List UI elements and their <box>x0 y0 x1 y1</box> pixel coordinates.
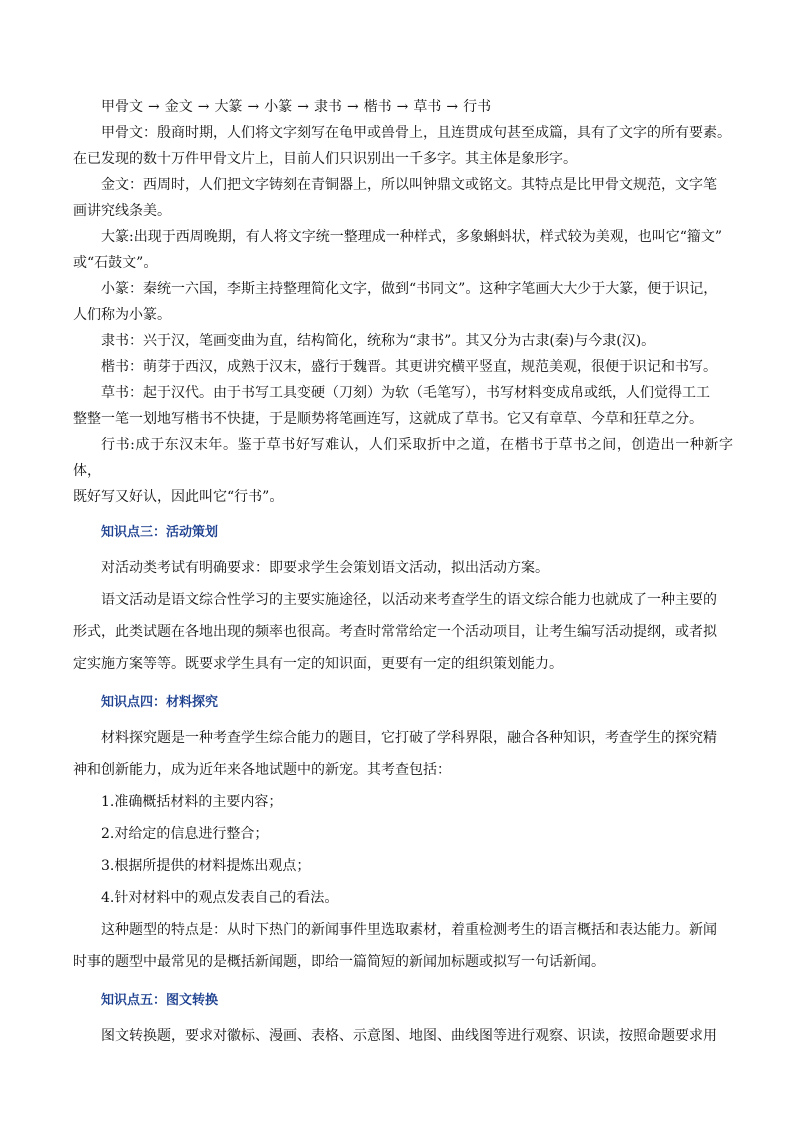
paragraph-activity-description <box>73 584 733 680</box>
text-line: 这种题型的特点是：从时下热门的新闻事件里选取素材，着重检测考生的语言概括和表达能力。新闻 <box>101 922 717 938</box>
chain-item: 楷书 <box>363 99 392 115</box>
chain-item: 甲骨文 <box>101 99 143 115</box>
section-heading-4: 知识点四：材料探究 <box>101 695 219 710</box>
text-line: 图文转换题，要求对徽标、漫画、表格、示意图、地图、曲线图等进行观察、识读，按照命题要求用 <box>101 1028 717 1044</box>
paragraph-material-intro <box>73 722 733 786</box>
chain-item: 隶书 <box>313 99 342 115</box>
paragraph-jinwen <box>73 172 733 224</box>
text-line: 材料探究题是一种考查学生综合能力的题目，它打破了学科界限，融合各种知识，考查学生的探究精 <box>101 730 717 746</box>
arrow-icon: → <box>197 99 210 115</box>
text-line: 人们称为小篆。 <box>73 307 171 323</box>
script-evolution-chain <box>73 94 733 120</box>
paragraph-kaishu <box>73 354 733 380</box>
arrow-icon: → <box>446 99 459 115</box>
arrow-icon: → <box>297 99 309 115</box>
section-heading-5: 知识点五：图文转换 <box>101 993 219 1008</box>
text-line: 对活动类考试有明确要求：即要求学生会策划语文活动，拟出活动方案。 <box>101 560 549 576</box>
text-line: 画讲究线条美。 <box>73 203 171 219</box>
paragraph-xiaozhuan <box>73 276 733 328</box>
text-line: 在已发现的数十万件甲骨文片上，目前人们只识别出一千多字。其主体是象形字。 <box>73 151 577 167</box>
arrow-icon: → <box>346 99 359 115</box>
paragraph-dazhuan <box>73 224 733 276</box>
list-item: 4.针对材料中的观点发表自己的看法。 <box>101 890 339 906</box>
section-heading-3: 知识点三：活动策划 <box>101 525 219 540</box>
chain-item: 行书 <box>463 99 492 115</box>
list-item: 3.根据所提供的材料提炼出观点； <box>101 858 311 874</box>
text-line: 甲骨文：殷商时期，人们将文字刻写在龟甲或兽骨上，且连贯成句甚至成篇，具有了文字的所有要素。 <box>101 125 731 141</box>
paragraph-image-text-conversion <box>73 1020 733 1052</box>
text-line: 楷书：萌芽于西汉，成熟于汉末，盛行于魏晋。其更讲究横平竖直，规范美观，很便于识记和书写。 <box>101 359 717 375</box>
text-line: 大篆:出现于西周晚期，有人将文字统一整理成一种样式，多象蝌蚪状，样式较为美观，也叫它“籀文” <box>101 229 723 245</box>
arrow-icon: → <box>247 99 260 115</box>
paragraph-activity-requirement <box>73 552 733 584</box>
arrow-icon: → <box>396 99 409 115</box>
text-line: 或“石鼓文”。 <box>73 255 158 271</box>
text-line: 草书：起于汉代。由于书写工具变硬（刀刻）为软（毛笔写），书写材料变成帛或纸，人们觉得工工 <box>101 385 710 401</box>
arrow-icon: → <box>148 99 160 115</box>
text-line: 时事的题型中最常见的是概括新闻题，即给一篇简短的新闻加标题或拟写一句话新闻。 <box>73 954 605 970</box>
text-line: 隶书：兴于汉，笔画变曲为直，结构简化，统称为“隶书”。其又分为古隶(秦)与今隶(汉)。 <box>101 333 656 349</box>
paragraph-caoshu <box>73 380 733 432</box>
paragraph-xingshu <box>73 432 733 510</box>
paragraph-lishu <box>73 328 733 354</box>
text-line: 定实施方案等等。既要求学生具有一定的知识面，更要有一定的组织策划能力。 <box>73 656 563 672</box>
text-line: 小篆：秦统一六国，李斯主持整理简化文字，做到“书同文”。这种字笔画大大少于大篆，便于识记， <box>101 281 718 297</box>
chain-item: 草书 <box>413 99 442 115</box>
text-line: 神和创新能力，成为近年来各地试题中的新宠。其考查包括： <box>73 762 451 778</box>
list-item: 1.准确概括材料的主要内容； <box>101 794 283 810</box>
chain-item: 小篆 <box>264 99 293 115</box>
text-line: 金文：西周时，人们把文字铸刻在青铜器上，所以叫钟鼎文或铭文。其特点是比甲骨文规范，文字笔 <box>101 177 717 193</box>
chain-item: 金文 <box>164 99 193 115</box>
list-item: 2.对给定的信息进行整合； <box>101 826 269 842</box>
chain-item: 大篆 <box>214 99 243 115</box>
text-line: 整整一笔一划地写楷书不快捷，于是顺势将笔画连写，这就成了草书。它又有章草、今草和狂草之分。 <box>73 411 703 427</box>
text-line: 语文活动是语文综合性学习的主要实施途径，以活动来考查学生的语文综合能力也就成了一种主要的 <box>101 592 717 608</box>
paragraph-material-features <box>73 914 733 978</box>
text-line: 行书:成于东汉末年。鉴于草书好写难认，人们采取折中之道，在楷书于草书之间，创造出一种新字体， <box>73 437 733 479</box>
document-body <box>73 94 733 1052</box>
text-line: 形式，此类试题在各地出现的频率也很高。考查时常常给定一个活动项目，让考生编写活动提纲，或者拟 <box>73 624 717 640</box>
text-line: 既好写又好认，因此叫它“行书”。 <box>73 489 284 505</box>
paragraph-jiaguwen <box>73 120 733 172</box>
